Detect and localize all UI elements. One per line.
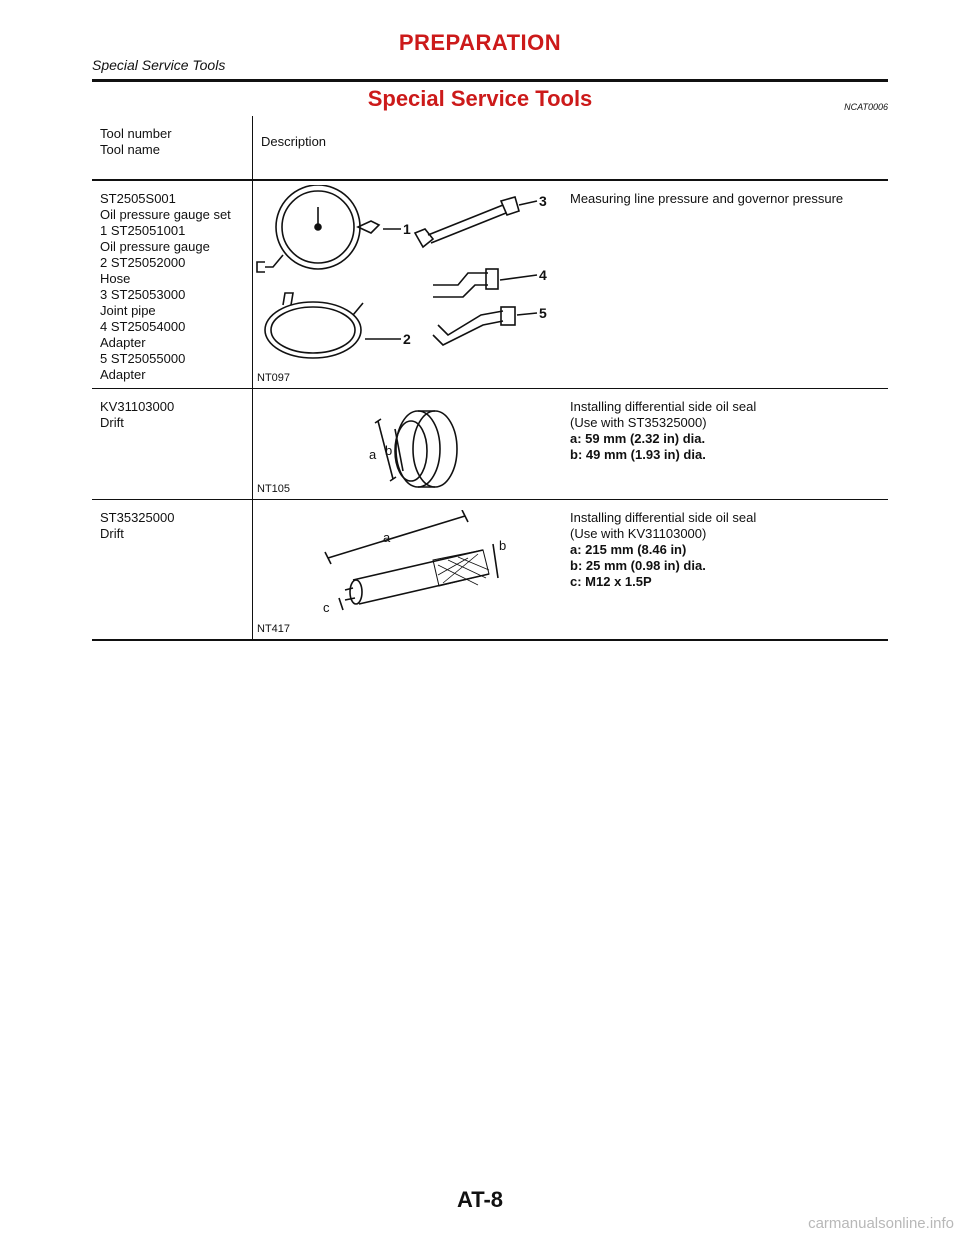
table-row [92, 499, 888, 640]
tool-line: Adapter [100, 335, 146, 350]
spec-line: c: M12 x 1.5P [570, 573, 652, 589]
spec-line: b: 25 mm (0.98 in) dia. [570, 557, 706, 573]
callout-label: b [499, 537, 507, 553]
watermark-text: carmanualsonline.info [808, 1215, 954, 1232]
drift-illustration [253, 399, 565, 489]
page-number: AT-8 [456, 1187, 504, 1212]
description-line: (Use with ST35325000) [570, 414, 707, 430]
callout-label: a [383, 529, 391, 545]
tool-line: 2 ST25052000 [100, 255, 186, 270]
chapter-title: PREPARATION [398, 30, 562, 55]
tool-number-header: Tool number [100, 126, 172, 141]
tool-cell [92, 180, 253, 388]
table-row [92, 180, 888, 388]
callout-label: c [323, 599, 330, 615]
description-header: Description [253, 116, 889, 180]
oil-pressure-gauge-set-illustration [253, 185, 565, 365]
callout-label: 1 [403, 221, 411, 237]
tool-line: 4 ST25054000 [100, 319, 186, 334]
tool-line: Hose [100, 271, 131, 286]
chapter-subtitle: Special Service Tools [92, 57, 226, 73]
tools-table [92, 116, 888, 641]
tool-line: 1 ST25051001 [100, 223, 186, 238]
description-cell [570, 499, 888, 640]
description-cell [570, 180, 888, 388]
description-line: (Use with KV31103000) [570, 525, 707, 541]
table-header-row [92, 116, 888, 180]
tool-name-header: Tool name [100, 142, 160, 157]
tool-line: Drift [100, 414, 124, 430]
tool-line: Joint pipe [100, 303, 156, 318]
figure-cell [253, 388, 571, 499]
header-rule [92, 79, 888, 82]
tool-line: 5 ST25055000 [100, 351, 186, 366]
figure-cell [253, 499, 571, 640]
spec-line: a: 215 mm (8.46 in) [570, 541, 687, 557]
description-line: Installing differential side oil seal [570, 398, 757, 414]
callout-label: a [369, 446, 377, 462]
figure-label: NT417 [257, 623, 291, 635]
tool-line: Drift [100, 525, 124, 541]
figure-cell [253, 180, 571, 388]
callout-label: b [385, 442, 393, 458]
callout-label: 3 [539, 193, 547, 209]
figure-label: NT097 [257, 371, 291, 384]
description-cell [570, 388, 888, 499]
description-line: Installing differential side oil seal [570, 509, 757, 525]
long-drift-illustration [253, 510, 565, 628]
section-code: NCAT0006 [844, 102, 888, 112]
callout-label: 4 [539, 267, 547, 283]
tool-cell [92, 499, 253, 640]
spec-line: b: 49 mm (1.93 in) dia. [570, 446, 706, 462]
tool-line: 3 ST25053000 [100, 287, 186, 302]
tool-line: Oil pressure gauge [100, 239, 210, 254]
spec-line: a: 59 mm (2.32 in) dia. [570, 430, 706, 446]
callout-label: 2 [403, 331, 411, 347]
tool-line: Adapter [100, 367, 146, 382]
figure-label: NT105 [257, 482, 291, 495]
tool-line: ST35325000 [100, 509, 175, 525]
tool-line: KV31103000 [100, 398, 175, 414]
description-line: Measuring line pressure and governor pressure [570, 191, 844, 206]
tool-line: Oil pressure gauge set [100, 207, 231, 222]
tool-cell [92, 388, 253, 499]
table-row [92, 388, 888, 499]
section-title: Special Service Tools [367, 86, 593, 111]
callout-label: 5 [539, 305, 547, 321]
tool-column-header [92, 116, 253, 180]
tool-line: ST2505S001 [100, 191, 176, 206]
